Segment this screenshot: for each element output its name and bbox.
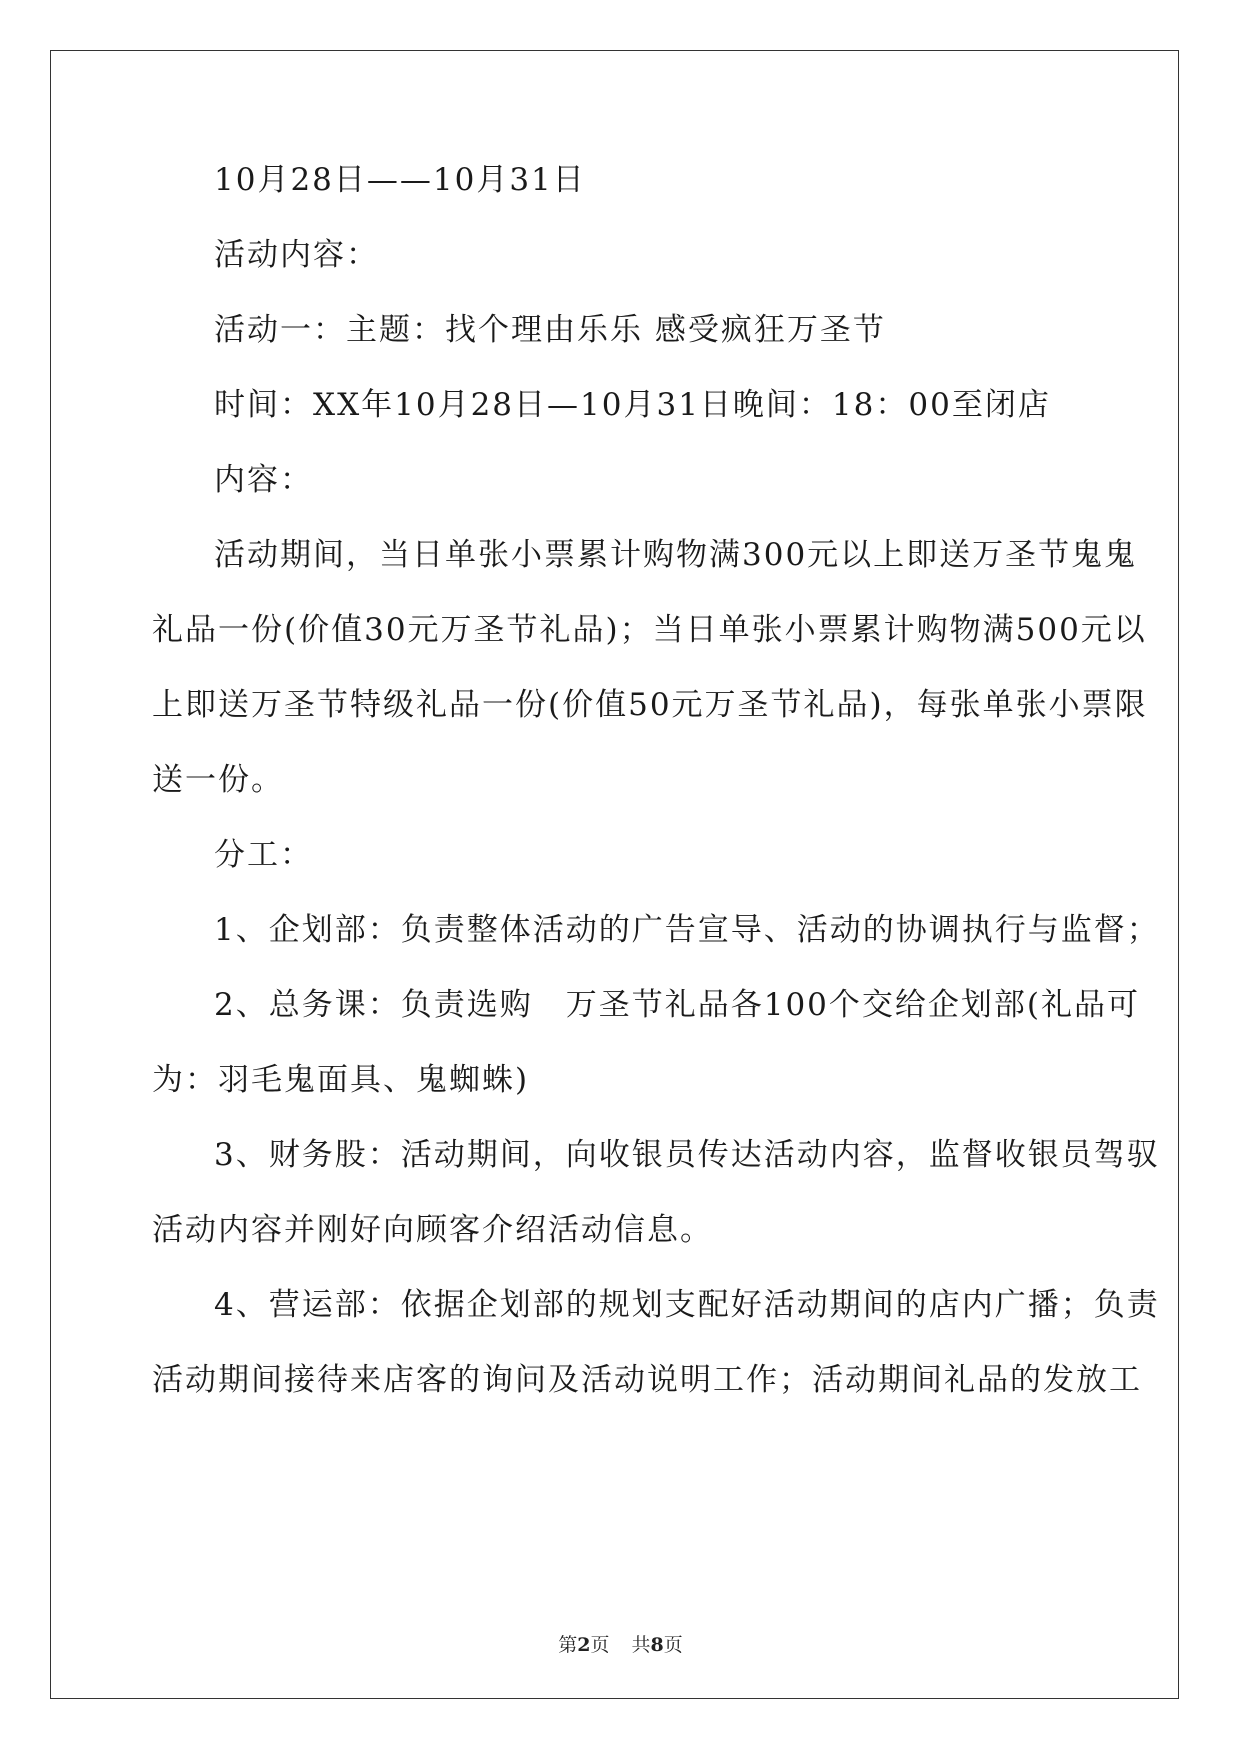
date-range-line: 10月28日——10月31日 [214, 162, 586, 198]
paragraph-line: 礼品一份(价值30元万圣节礼品)；当日单张小票累计购物满500元以 [152, 612, 1147, 648]
paragraph-line: 活动期间，当日单张小票累计购物满300元以上即送万圣节鬼鬼 [214, 537, 1138, 573]
total-suffix: 页 [663, 1634, 683, 1656]
total-pages: 8 [650, 1634, 664, 1656]
total-prefix: 共 [631, 1634, 651, 1656]
division-item-3: 3、财务股：活动期间，向收银员传达活动内容，监督收银员驾驭 [214, 1137, 1160, 1173]
page-number: 2 [577, 1634, 591, 1656]
activity-one-theme: 活动一：主题：找个理由乐乐 感受疯狂万圣节 [214, 312, 886, 348]
activity-time-line: 时间：XX年10月28日—10月31日晚间：18：00至闭店 [214, 387, 1051, 423]
page-footer [0, 1630, 1241, 1657]
content-heading: 内容： [214, 462, 313, 498]
paragraph-line: 送一份。 [152, 762, 284, 798]
division-item-4-cont: 活动期间接待来店客的询问及活动说明工作；活动期间礼品的发放工 [152, 1362, 1142, 1398]
division-heading: 分工： [214, 837, 313, 873]
division-item-2: 2、总务课：负责选购 万圣节礼品各100个交给企划部(礼品可 [214, 987, 1140, 1023]
division-item-2-cont: 为：羽毛鬼面具、鬼蜘蛛) [152, 1062, 530, 1098]
division-item-4: 4、营运部：依据企划部的规划支配好活动期间的店内广播；负责 [214, 1287, 1160, 1323]
page-prefix: 第 [558, 1634, 578, 1656]
activity-content-heading: 活动内容： [214, 237, 379, 273]
division-item-1: 1、企划部：负责整体活动的广告宣导、活动的协调执行与监督； [214, 912, 1160, 948]
page-suffix: 页 [590, 1634, 610, 1656]
paragraph-line: 上即送万圣节特级礼品一份(价值50元万圣节礼品)，每张单张小票限 [152, 687, 1148, 723]
division-item-3-cont: 活动内容并刚好向顾客介绍活动信息。 [152, 1212, 713, 1248]
